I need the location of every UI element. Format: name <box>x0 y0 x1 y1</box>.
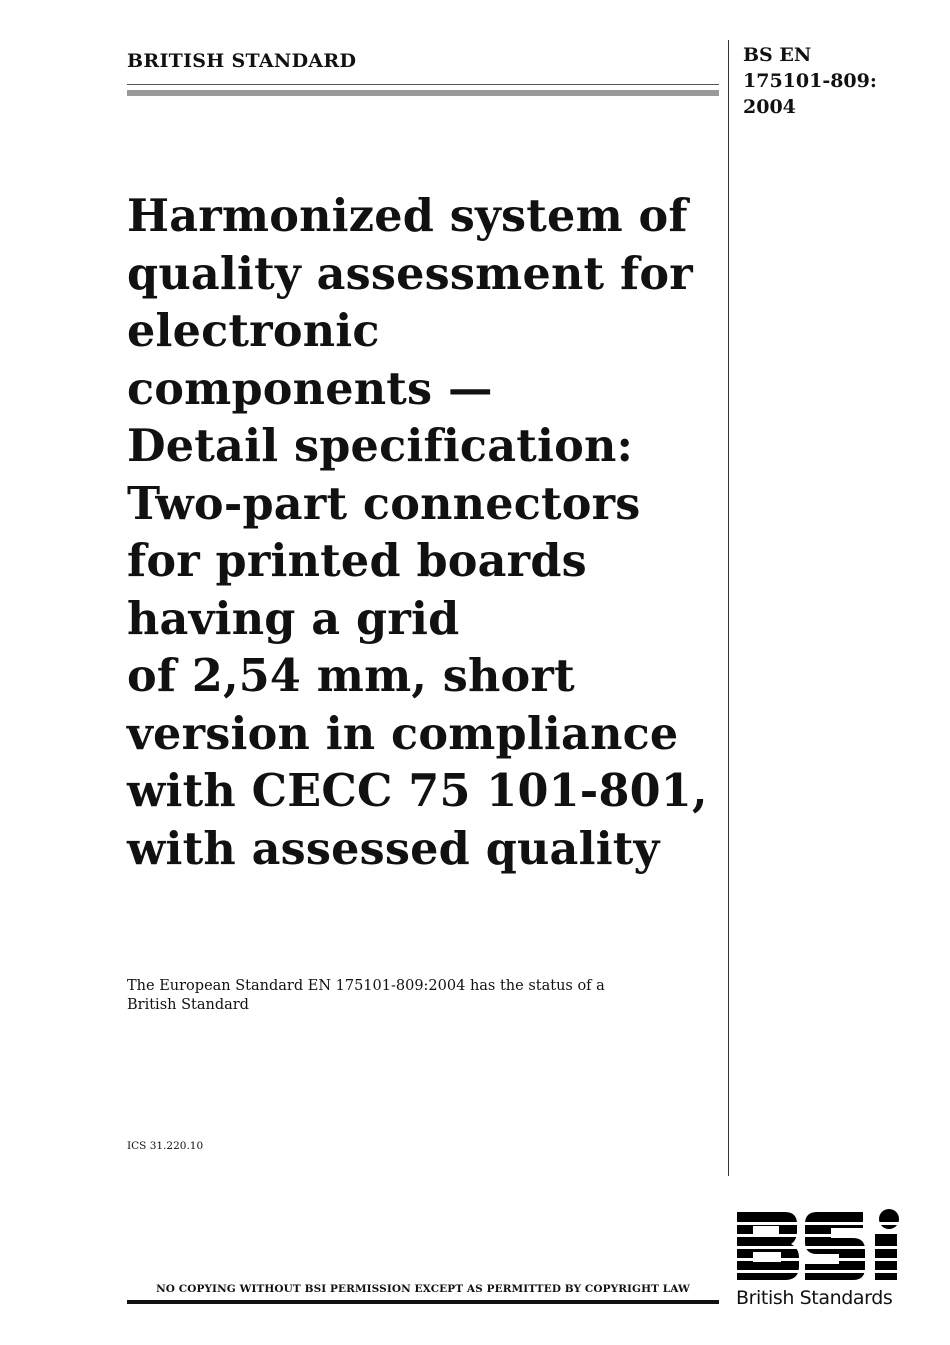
header-label: BRITISH STANDARD <box>127 50 357 72</box>
title-line: Harmonized system of <box>127 190 688 242</box>
title-line: having a grid <box>127 592 460 645</box>
status-note-line: British Standard <box>127 997 249 1013</box>
vertical-divider <box>728 40 729 1176</box>
copyright-notice: NO COPYING WITHOUT BSI PERMISSION EXCEPT AS PERMITTED BY COPYRIGHT LAW <box>156 1283 690 1295</box>
bsi-logo-mark <box>735 1208 907 1283</box>
document-number <box>743 42 877 120</box>
title-line: components — <box>127 362 493 415</box>
document-title <box>127 188 722 878</box>
title-line: with assessed quality <box>127 822 660 875</box>
title-line: of 2,54 mm, short <box>127 650 575 702</box>
title-line: version in compliance <box>127 707 679 760</box>
header-rule-thick <box>127 90 719 96</box>
bsi-logo-caption: British Standards <box>736 1287 893 1309</box>
header-rule-thin <box>127 84 719 85</box>
title-line: for printed boards <box>127 535 587 587</box>
doc-number-line: BS EN <box>743 44 812 66</box>
ics-code: ICS 31.220.10 <box>127 1140 204 1152</box>
status-note <box>127 977 687 1015</box>
footer-rule <box>127 1300 719 1304</box>
title-line: electronic <box>127 305 380 357</box>
title-line: Two-part connectors <box>127 477 641 530</box>
doc-number-line: 2004 <box>743 96 796 118</box>
title-line: quality assessment for <box>127 247 693 300</box>
title-line: Detail specification: <box>127 420 634 472</box>
title-line: with CECC 75 101-801, <box>127 765 708 817</box>
status-note-line: The European Standard EN 175101-809:2004 has the status of a <box>127 978 605 994</box>
doc-number-line: 175101-809: <box>743 70 877 92</box>
